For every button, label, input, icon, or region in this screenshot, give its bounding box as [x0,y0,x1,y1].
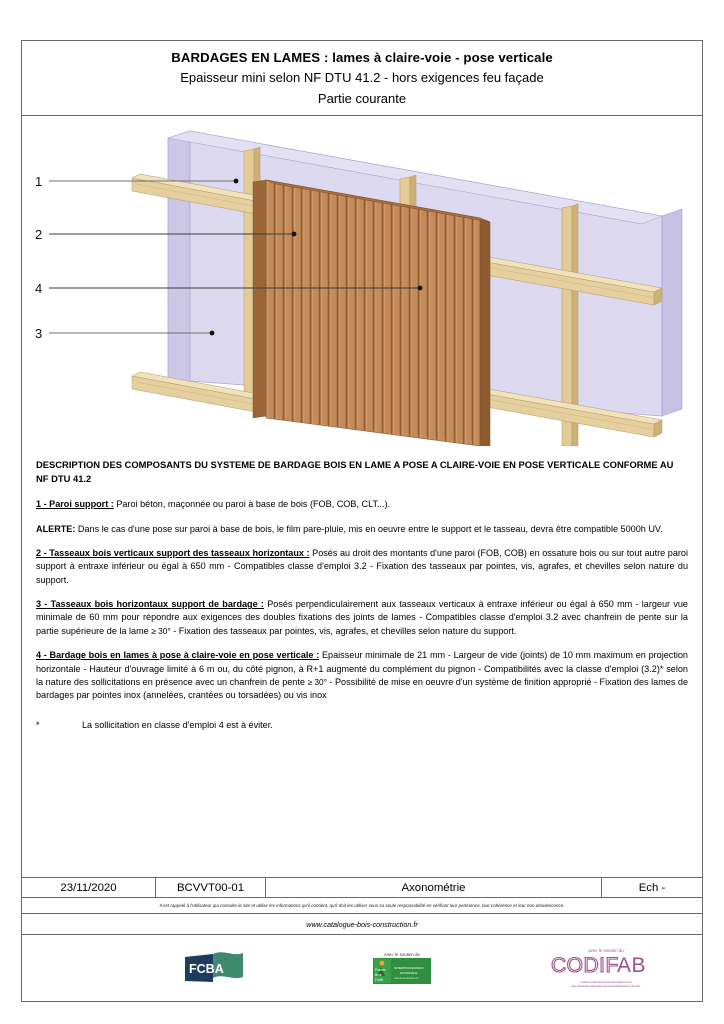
footnote-text: La sollicitation en classe d'emploi 4 est à éviter. [82,719,273,730]
logo-codifab-subtitle: centre professionnel de développement des industries françaises de l'ameublement et du bois [571,979,641,988]
svg-text:Bois: Bois [375,973,382,977]
footnote-marker: * [36,719,40,730]
svg-text:AB: AB [617,953,647,977]
description-item-4-symbol: ≥ 30° [307,676,327,687]
logo-fcba [183,951,245,985]
description-section [22,446,702,877]
svg-text:NATIONALE: NATIONALE [400,971,418,975]
axonometric-drawing [22,116,702,446]
description-item-3-text-a: Posés perpendiculairement aux tasseaux verticaux à entraxe inférieur ou égal à 650 mm - largeur vue minimale de 60 mm pour répondre aux exigences des doubles fixations des joints de lames - Compatibles classe d'emploi 3.2 avec chanfrein de pente sur la partie supérieure de la lame [36,599,688,636]
description-item-2-label: 2 - Tasseaux bois verticaux support des tasseaux horizontaux : [36,547,310,558]
footer-website-url: www.catalogue-bois-construction.fr [22,914,702,935]
title-block-footer [22,877,702,1001]
description-item-4 [36,649,688,702]
logo-france-bois-foret [373,952,431,984]
svg-text:FCBA: FCBA [189,962,224,976]
title-block [22,41,702,116]
cladding-axonometric-svg [22,116,702,446]
logo-codifab-caption: avec le soutien du [588,947,624,953]
description-item-3-label: 3 - Tasseaux bois horizontaux support de bardage : [36,599,264,610]
description-item-alerte-label: ALERTE: [36,523,76,534]
codifab-logo-icon [551,954,661,980]
page-title: BARDAGES EN LAMES : lames à claire-voie - pose verticale [171,50,553,65]
description-item-1-label: 1 - Paroi support : [36,499,114,510]
footer-info-row [22,877,702,898]
logo-codifab [551,948,661,989]
footer-date: 23/11/2020 [22,878,156,897]
description-item-4-text-a: Epaisseur minimale de 21 mm - Largeur de vide (joints) de 10 mm maximum en projection horizontale - Hauteur d'ouvrage limité à 6 m ou, du côté pignon, à R+1 augmenté du complément du pignon - Compatibilités avec la classe d'emploi (3.2)* selon la nature des sollicitations en présence avec un chanfrein de pente [36,650,688,687]
svg-text:France: France [375,968,386,972]
svg-text:www.franceboisforet.fr: www.franceboisforet.fr [394,977,419,980]
description-heading: DESCRIPTION DES COMPOSANTS DU SYSTEME DE BARDAGE BOIS EN LAME A POSE A CLAIRE-VOIE EN POSE VERTICALE CONFORME AU NF DTU 41.2 [36,459,674,485]
description-item-1 [36,498,688,511]
footer-view-title: Axonométrie [266,878,602,897]
description-item-alerte [36,523,688,536]
svg-text:CODIF: CODIF [551,953,619,977]
callout-label-1: 1 [35,174,43,190]
description-item-3 [36,598,688,638]
description-item-4-label: 4 - Bardage bois en lames à pose à claire-voie en pose verticale : [36,650,320,661]
footer-logos [22,935,702,1001]
cladding-panel [253,180,490,446]
fcba-logo-icon [183,951,245,985]
footer-scale: Ech - [638,881,666,894]
description-item-3-text-b: - Fixation des tasseaux par pointes, vis, agrafes, et chevilles selon nature du support. [170,625,517,636]
svg-text:INTERPROFESSION: INTERPROFESSION [394,966,424,970]
drawing-sheet [21,40,703,1002]
description-item-2-text: Posés au droit des montants d'une paroi (FOB, COB) en ossature bois ou sur tout autre paroi support à entraxe inférieur ou égal à 650 mm - Compatibles classe d'emploi 3.2 - Fixation des tasseaux par pointes, vis, agrafes, et chevilles selon nature du support. [36,547,689,585]
callout-label-2: 2 [35,227,43,243]
page-subtitle: Epaisseur mini selon NF DTU 41.2 - hors exigences feu façade [180,70,544,86]
description-item-alerte-text: Dans le cas d'une pose sur paroi à base de bois, le film pare-pluie, mis en oeuvre entre le support et le tasseau, devra être compatible 5000h UV. [75,523,663,534]
description-item-1-text: Paroi béton, maçonnée ou paroi à base de bois (FOB, COB, CLT...). [113,499,391,510]
svg-text:Forêt: Forêt [375,978,383,982]
footer-disclaimer: Il est rappelé à l'utilisateur qui consulte le site et utilise les informations qu'il contient, qu'il doit les utiliser sous sa seule responsabilité en vérifiant leur pertinence, leur cohérence et leur non obsolescence. [22,898,702,914]
footer-reference: BCVVT00-01 [156,878,266,897]
description-item-3-symbol: ≥ 30° [151,625,171,636]
callout-label-3: 3 [35,326,43,342]
description-footnote [36,719,688,732]
france-bois-foret-logo-icon [373,958,431,984]
description-item-4-text-b: - Possibilité de mise en oeuvre d'un système de finition approprié - Fixation des lames de bardages par pointes inox (annelées, crantées ou torsadées) ou vis inox [36,676,689,701]
page-subtitle-secondary: Partie courante [317,91,407,107]
description-item-2 [36,547,688,587]
callout-label-4: 4 [35,281,43,297]
logo-fbf-caption: Avec le soutien de [384,952,420,957]
